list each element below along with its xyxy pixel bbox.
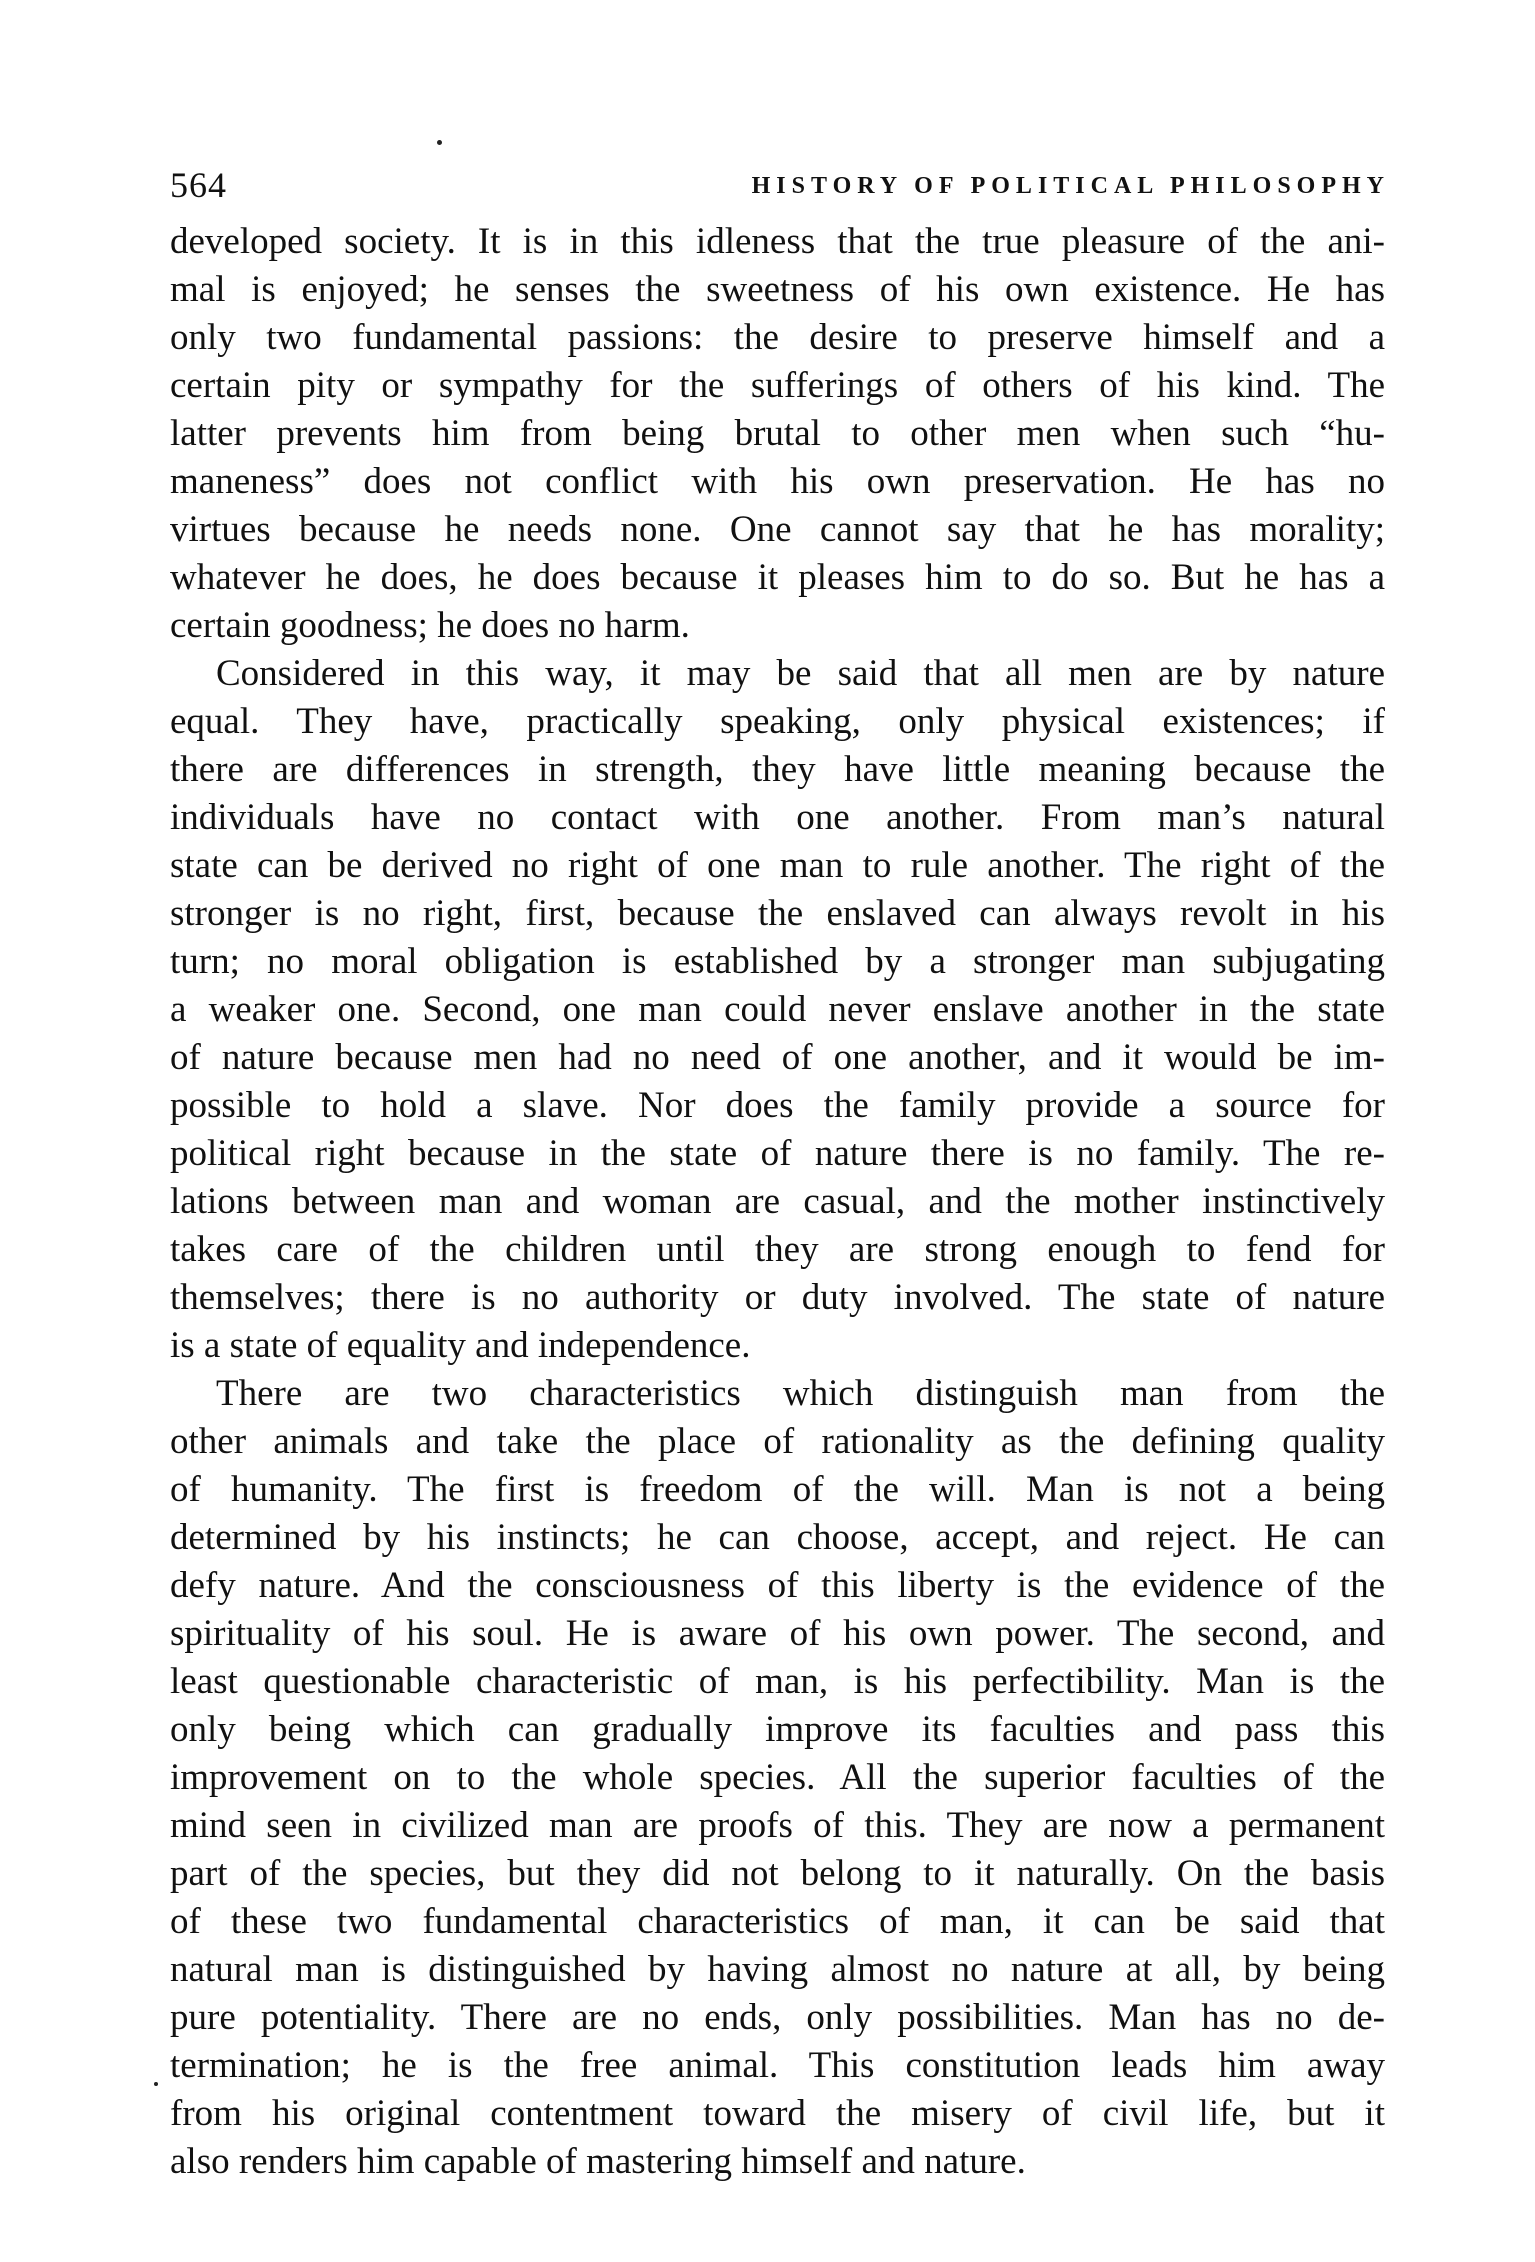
text-line: determined by his instincts; he can choose, accept, and reject. He can xyxy=(170,1517,1385,1558)
print-speck xyxy=(437,140,442,145)
text-line: turn; no moral obligation is established by a stronger man subjugating xyxy=(170,941,1385,982)
text-line: developed society. It is in this idleness that the true pleasure of the ani- xyxy=(170,221,1385,262)
text-line: mal is enjoyed; he senses the sweetness of his own existence. He has xyxy=(170,269,1385,310)
text-line: also renders him capable of mastering himself and nature. xyxy=(170,2141,1026,2182)
text-line: latter prevents him from being brutal to other men when such “hu- xyxy=(170,413,1385,454)
text-line: there are differences in strength, they have little meaning because the xyxy=(170,749,1385,790)
text-line: part of the species, but they did not belong to it naturally. On the basis xyxy=(170,1853,1385,1894)
running-head xyxy=(170,160,1390,210)
text-line: maneness” does not conflict with his own preservation. He has no xyxy=(170,461,1385,502)
text-line: is a state of equality and independence. xyxy=(170,1325,751,1366)
text-line: takes care of the children until they are strong enough to fend for xyxy=(170,1229,1385,1270)
text-line: least questionable characteristic of man, is his perfectibility. Man is the xyxy=(170,1661,1385,1702)
page-number: 564 xyxy=(170,165,227,205)
text-line: other animals and take the place of rationality as the defining quality xyxy=(170,1421,1385,1462)
text-line: themselves; there is no authority or duty involved. The state of nature xyxy=(170,1277,1385,1318)
text-line: of these two fundamental characteristics of man, it can be said that xyxy=(170,1901,1385,1942)
text-line: only being which can gradually improve its faculties and pass this xyxy=(170,1709,1385,1750)
text-line: political right because in the state of nature there is no family. The re- xyxy=(170,1133,1385,1174)
paragraph xyxy=(170,218,1385,650)
text-line: natural man is distinguished by having almost no nature at all, by being xyxy=(170,1949,1385,1990)
text-line: defy nature. And the consciousness of this liberty is the evidence of the xyxy=(170,1565,1385,1606)
text-line: certain pity or sympathy for the sufferings of others of his kind. The xyxy=(170,365,1385,406)
text-line: state can be derived no right of one man to rule another. The right of the xyxy=(170,845,1385,886)
text-line: virtues because he needs none. One cannot say that he has morality; xyxy=(170,509,1385,550)
text-line: of nature because men had no need of one another, and it would be im- xyxy=(170,1037,1385,1078)
text-line: mind seen in civilized man are proofs of this. They are now a permanent xyxy=(170,1805,1385,1846)
running-title: HISTORY OF POLITICAL PHILOSOPHY xyxy=(751,173,1390,199)
paragraph xyxy=(170,1370,1385,2186)
text-line: from his original contentment toward the misery of civil life, but it xyxy=(170,2093,1385,2134)
text-line: improvement on to the whole species. All the superior faculties of the xyxy=(170,1757,1385,1798)
text-line: spirituality of his soul. He is aware of his own power. The second, and xyxy=(170,1613,1385,1654)
text-line: There are two characteristics which distinguish man from the xyxy=(216,1373,1385,1414)
text-line: equal. They have, practically speaking, only physical existences; if xyxy=(170,701,1385,742)
text-line: lations between man and woman are casual, and the mother instinctively xyxy=(170,1181,1385,1222)
print-speck xyxy=(154,2082,158,2086)
text-line: stronger is no right, first, because the enslaved can always revolt in his xyxy=(170,893,1385,934)
body-text xyxy=(170,218,1385,2186)
text-line: of humanity. The first is freedom of the will. Man is not a being xyxy=(170,1469,1385,1510)
text-line: whatever he does, he does because it pleases him to do so. But he has a xyxy=(170,557,1385,598)
text-line: a weaker one. Second, one man could never enslave another in the state xyxy=(170,989,1385,1030)
text-line: pure potentiality. There are no ends, only possibilities. Man has no de- xyxy=(170,1997,1385,2038)
text-line: only two fundamental passions: the desire to preserve himself and a xyxy=(170,317,1385,358)
text-line: Considered in this way, it may be said that all men are by nature xyxy=(216,653,1385,694)
text-line: possible to hold a slave. Nor does the family provide a source for xyxy=(170,1085,1385,1126)
text-line: termination; he is the free animal. This constitution leads him away xyxy=(170,2045,1385,2086)
text-line: individuals have no contact with one another. From man’s natural xyxy=(170,797,1385,838)
paragraph xyxy=(170,650,1385,1370)
text-line: certain goodness; he does no harm. xyxy=(170,605,690,646)
